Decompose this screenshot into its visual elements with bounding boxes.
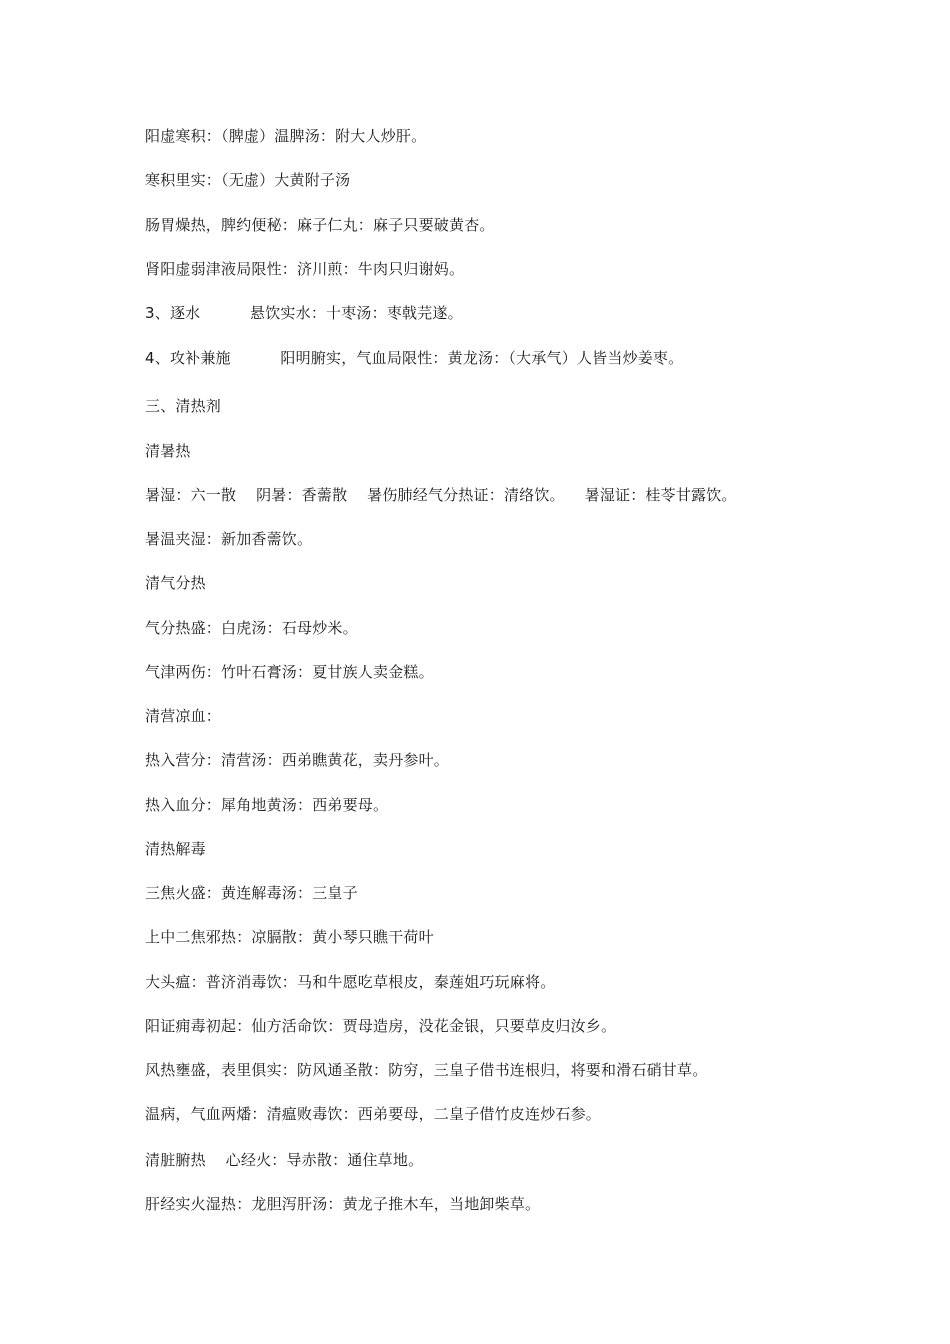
text-line: 暑温夹湿：新加香薷饮。 (145, 530, 313, 548)
text-line: 温病，气血两燔：清瘟败毒饮：西弟要母，二皇子借竹皮连炒石参。 (145, 1105, 602, 1123)
text-line: 风热壅盛，表里俱实：防风通圣散：防穷，三皇子借书连根归，将要和滑石硝甘草。 (145, 1061, 708, 1079)
subsection-heading: 清热解毒 (145, 840, 206, 858)
text-line: 上中二焦邪热：凉膈散：黄小琴只瞧干荷叶 (145, 928, 434, 946)
text-line: 3、逐水 悬饮实水：十枣汤：枣戟芫遂。 (145, 304, 463, 322)
text-line: 暑湿：六一散 阴暑：香薷散 暑伤肺经气分热证：清络饮。 暑湿证：桂苓甘露饮。 (145, 486, 737, 504)
text-line: 三焦火盛：黄连解毒汤：三皇子 (145, 884, 358, 902)
text-line: 气津两伤：竹叶石膏汤：夏甘族人卖金糕。 (145, 663, 434, 681)
text-line: 肠胃燥热，脾约便秘：麻子仁丸：麻子只要破黄杏。 (145, 216, 495, 234)
text-line: 热入营分：清营汤：西弟瞧黄花，卖丹参叶。 (145, 751, 450, 769)
text-line: 清脏腑热 心经火：导赤散：通住草地。 (145, 1151, 424, 1169)
subsection-heading: 清气分热 (145, 574, 206, 592)
subsection-heading: 清营凉血： (145, 707, 222, 725)
text-line: 气分热盛：白虎汤：石母炒米。 (145, 619, 358, 637)
text-line: 热入血分：犀角地黄汤：西弟要母。 (145, 796, 389, 814)
section-heading: 三、清热剂 (145, 397, 222, 415)
text-line: 阳证痈毒初起：仙方活命饮：贾母造房，没花金银，只要草皮归汝乡。 (145, 1017, 617, 1035)
text-line: 寒积里实：（无虚）大黄附子汤 (145, 171, 351, 189)
text-line: 阳虚寒积：（脾虚）温脾汤：附大人炒肝。 (145, 127, 427, 145)
text-line: 大头瘟：普济消毒饮：马和牛愿吃草根皮，秦莲姐巧玩麻将。 (145, 973, 556, 991)
text-line: 4、攻补兼施 阳明腑实，气血局限性：黄龙汤：（大承气）人皆当炒姜枣。 (145, 349, 684, 367)
text-line: 肝经实火湿热：龙胆泻肝汤：黄龙子推木车，当地卸柴草。 (145, 1195, 541, 1213)
text-line: 肾阳虚弱津液局限性：济川煎：牛肉只归谢妈。 (145, 260, 465, 278)
subsection-heading: 清暑热 (145, 442, 191, 460)
